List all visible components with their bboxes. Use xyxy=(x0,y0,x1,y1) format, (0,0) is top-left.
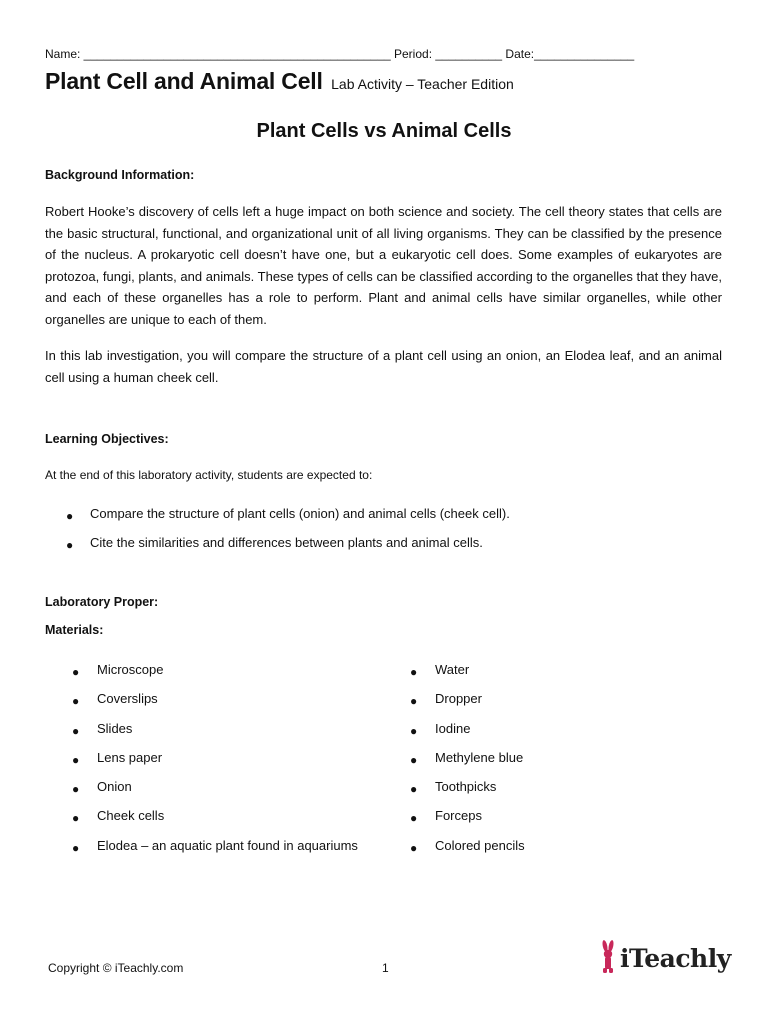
list-item: ● Elodea – an aquatic plant found in aquariums xyxy=(72,838,358,867)
bullet-icon: ● xyxy=(72,811,80,826)
list-item: ● Microscope xyxy=(72,662,358,691)
list-item: ● Colored pencils xyxy=(410,838,525,867)
list-item: ● Onion xyxy=(72,779,358,808)
iteachly-logo xyxy=(598,940,731,974)
bullet-icon: ● xyxy=(410,782,418,797)
materials-list-left xyxy=(72,662,358,867)
bullet-icon: ● xyxy=(72,723,80,738)
objectives-intro: At the end of this laboratory activity, students are expected to: xyxy=(45,468,373,482)
bullet-icon: ● xyxy=(66,538,74,552)
page-number: 1 xyxy=(382,961,389,975)
footer-copyright: Copyright © iTeachly.com xyxy=(48,961,184,975)
list-item: ● Methylene blue xyxy=(410,750,525,779)
bullet-icon: ● xyxy=(66,509,74,523)
list-item: ● Slides xyxy=(72,721,358,750)
list-item: ● Dropper xyxy=(410,691,525,720)
laboratory-proper-label: Laboratory Proper: xyxy=(45,595,159,609)
background-label: Background Information: xyxy=(45,168,195,182)
bullet-icon: ● xyxy=(410,723,418,738)
list-item: ● Lens paper xyxy=(72,750,358,779)
bullet-icon: ● xyxy=(410,840,418,855)
background-paragraph-2: In this lab investigation, you will compare the structure of a plant cell using an onion, an Elodea leaf, and an animal cell using a human cheek cell. xyxy=(45,348,722,385)
bullet-icon: ● xyxy=(72,665,80,679)
name-period-date-line: Name: ______________________________________________ Period: __________ Date:_______________ xyxy=(45,47,635,61)
bullet-icon: ● xyxy=(72,782,80,797)
bullet-icon: ● xyxy=(410,752,418,767)
list-item: ● Iodine xyxy=(410,721,525,750)
objectives-list xyxy=(66,506,510,564)
list-item: ● Water xyxy=(410,662,525,691)
objectives-label: Learning Objectives: xyxy=(45,432,169,446)
bullet-icon: ● xyxy=(72,840,80,855)
bullet-icon: ● xyxy=(410,694,418,709)
list-item: ● Cheek cells xyxy=(72,808,358,837)
logo-text: iTeachly xyxy=(620,944,731,973)
rabbit-mascot-icon xyxy=(598,940,620,974)
materials-label: Materials: xyxy=(45,623,104,637)
document-title xyxy=(45,68,514,95)
list-item: ● Coverslips xyxy=(72,691,358,720)
materials-list-right xyxy=(410,662,525,867)
title-main: Plant Cell and Animal Cell xyxy=(45,68,323,94)
title-subtitle: Lab Activity – Teacher Edition xyxy=(331,76,514,92)
list-item: ● Forceps xyxy=(410,808,525,837)
bullet-icon: ● xyxy=(410,665,418,679)
bullet-icon: ● xyxy=(410,811,418,826)
page-heading: Plant Cells vs Animal Cells xyxy=(256,120,512,142)
list-item: ● Cite the similarities and differences between plants and animal cells. xyxy=(66,535,510,564)
bullet-icon: ● xyxy=(72,752,80,767)
bullet-icon: ● xyxy=(72,694,80,709)
background-paragraph-1: Robert Hooke’s discovery of cells left a huge impact on both science and society. The cell theory states that cells are the basic structural, functional, and organizational unit of all living organisms. They can be classified by the presence of the nucleus. A prokaryotic cell doesn’t have one, but a eukaryotic cell does. Some examples of eukaryotes are protozoa, fungi, plants, and animals. These types of cells can be classified according to the organelles that they have, and each of these organelles has a role to perform. Plant and animal cells have similar organelles, while other organelles are unique to each of them. xyxy=(45,204,722,327)
list-item: ● Compare the structure of plant cells (onion) and animal cells (cheek cell). xyxy=(66,506,510,535)
list-item: ● Toothpicks xyxy=(410,779,525,808)
